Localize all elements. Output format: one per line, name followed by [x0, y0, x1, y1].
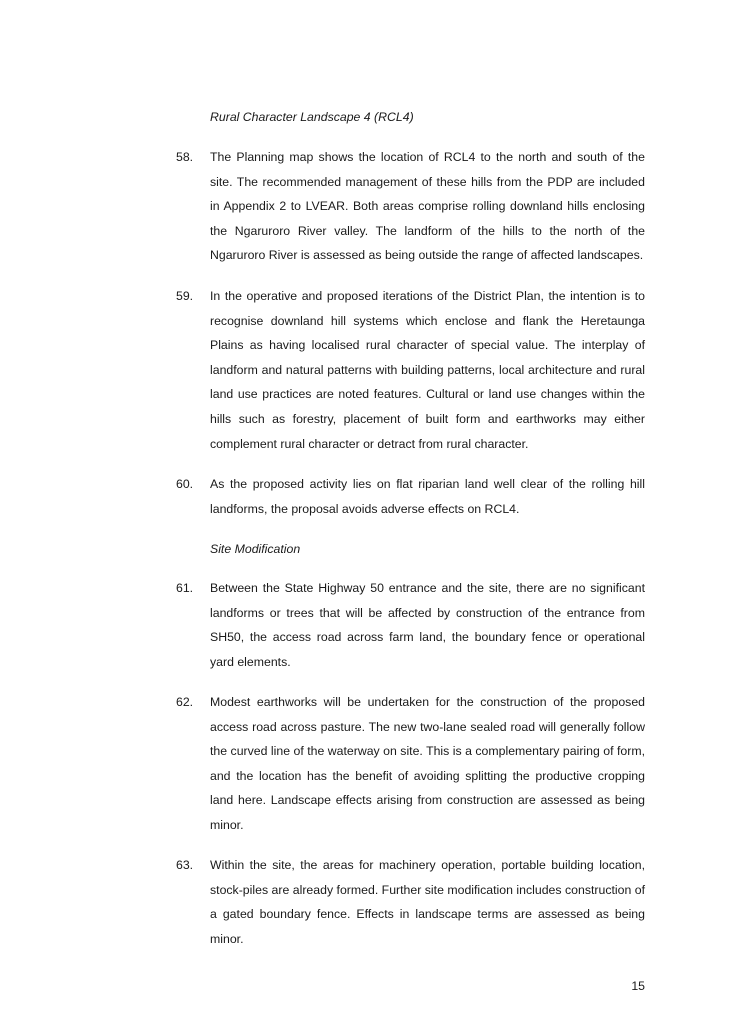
paragraph-62	[176, 690, 645, 838]
paragraph-text: Within the site, the areas for machinery operation, portable building location, stock-piles are already formed. Further site modification includes construction of a gated boundary fence. Effects in landscape terms are assessed as being minor.	[210, 858, 645, 946]
paragraph-text: In the operative and proposed iterations of the District Plan, the intention is to recognise downland hill systems which enclose and flank the Heretaunga Plains as having localised rural character of special value. The interplay of landform and natural patterns with building patterns, local architecture and rural land use practices are noted features. Cultural or land use changes within the hills such as forestry, placement of built form and earthworks may either complement rural character or detract from rural character.	[210, 289, 645, 451]
paragraph-63	[176, 853, 645, 951]
paragraph-text: As the proposed activity lies on flat riparian land well clear of the rolling hill landforms, the proposal avoids adverse effects on RCL4.	[210, 477, 645, 516]
paragraph-number: 60.	[176, 477, 194, 491]
paragraph-58	[176, 145, 645, 268]
paragraph-number: 63.	[176, 858, 194, 872]
paragraph-60	[176, 472, 645, 521]
paragraph-number: 62.	[176, 695, 194, 709]
paragraph-text: Between the State Highway 50 entrance and the site, there are no significant landforms or trees that will be affected by construction of the entrance from SH50, the access road across farm land, the boundary fence or operational yard elements.	[210, 581, 645, 669]
paragraph-61	[176, 576, 645, 674]
section-heading-site-modification: Site Modification	[210, 542, 301, 556]
paragraph-59	[176, 284, 645, 456]
paragraph-number: 61.	[176, 581, 194, 595]
page-number: 15	[631, 979, 645, 993]
section-heading-rcl4: Rural Character Landscape 4 (RCL4)	[210, 110, 414, 124]
paragraph-number: 59.	[176, 289, 194, 303]
paragraph-number: 58.	[176, 150, 194, 164]
paragraph-text: The Planning map shows the location of RCL4 to the north and south of the site. The recommended management of these hills from the PDP are included in Appendix 2 to LVEAR. Both areas comprise rolling downland hills enclosing the Ngaruroro River valley. The landform of the hills to the north of the Ngaruroro River is assessed as being outside the range of affected landscapes.	[210, 150, 645, 263]
paragraph-text: Modest earthworks will be undertaken for the construction of the proposed access road across pasture. The new two-lane sealed road will generally follow the curved line of the waterway on site. This is a complementary pairing of form, and the location has the benefit of avoiding splitting the productive cropping land here. Landscape effects arising from construction are assessed as being minor.	[210, 695, 645, 832]
